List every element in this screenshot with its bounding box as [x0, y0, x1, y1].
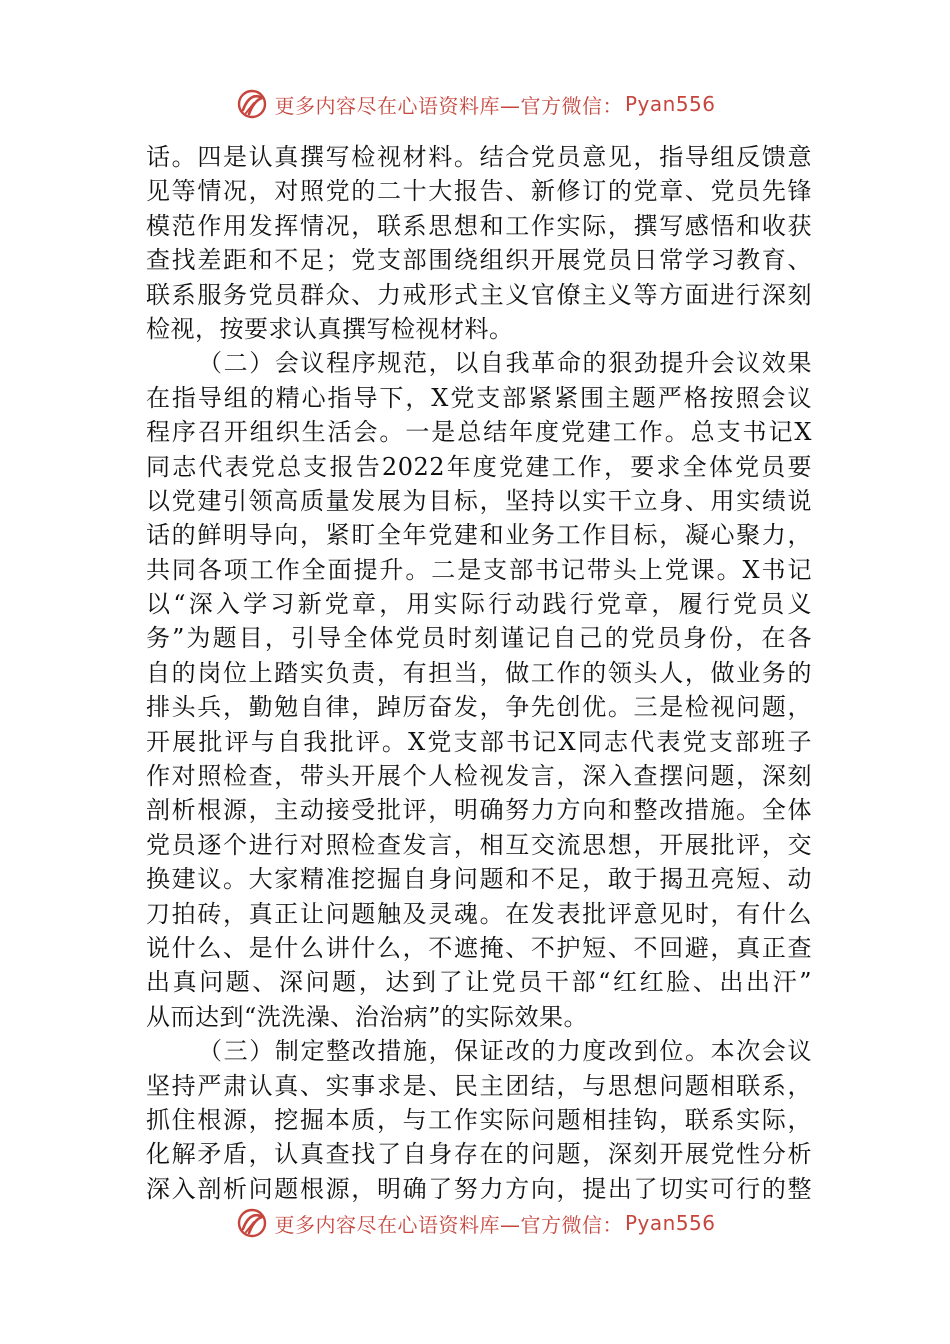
text-line: 联系服务党员群众、力戒形式主义官僚主义等方面进行深刻	[146, 280, 812, 309]
text-line: 说什么、是什么讲什么，不遮掩、不护短、不回避，真正查	[146, 933, 812, 962]
text-line: 深入剖析问题根源，明确了努力方向，提出了切实可行的整	[146, 1174, 812, 1203]
text-line: 排头兵，勤勉自律，踔厉奋发，争先创优。三是检视问题，	[146, 693, 812, 722]
text-line: 见等情况，对照党的二十大报告、新修订的党章、党员先锋	[146, 177, 812, 206]
text-line: 坚持严肃认真、实事求是、民主团结，与思想问题相联系，	[146, 1071, 812, 1100]
logo-icon	[234, 86, 270, 122]
text-line: 自的岗位上踏实负责，有担当，做工作的领头人，做业务的	[146, 658, 812, 687]
watermark-text: 更多内容尽在心语资料库—官方微信：	[274, 93, 623, 118]
text-line: 从而达到“洗洗澡、治治病”的实际效果。	[146, 1002, 589, 1031]
text-line: 查找差距和不足；党支部围绕组织开展党员日常学习教育、	[146, 246, 812, 275]
text-line: 同志代表党总支报告2022年度党建工作，要求全体党员要	[146, 452, 812, 481]
text-line: 刀拍砖，真正让问题触及灵魂。在发表批评意见时，有什么	[146, 899, 812, 928]
paragraph	[146, 140, 812, 346]
text-line: 开展批评与自我批评。X党支部书记X同志代表党支部班子	[146, 727, 812, 756]
wechat-id: Pyan556	[624, 1211, 716, 1235]
text-line: 检视，按要求认真撰写检视材料。	[146, 314, 514, 343]
text-line: 以“深入学习新党章，用实际行动践行党章，履行党员义	[146, 590, 812, 619]
text-line: 换建议。大家精准挖掘自身问题和不足，敢于揭丑亮短、动	[146, 865, 812, 894]
text-line: 程序召开组织生活会。一是总结年度党建工作。总支书记X	[146, 418, 812, 447]
text-line: 模范作用发挥情况，联系思想和工作实际，撰写感悟和收获	[146, 211, 812, 240]
text-line: 务”为题目，引导全体党员时刻谨记自己的党员身份，在各	[146, 624, 812, 653]
paragraph	[146, 346, 812, 1034]
logo-icon	[234, 1205, 270, 1241]
watermark-banner-top	[0, 84, 950, 124]
text-line: 抓住根源，挖掘本质，与工作实际问题相挂钩，联系实际，	[146, 1105, 812, 1134]
watermark-text: 更多内容尽在心语资料库—官方微信：	[274, 1212, 623, 1237]
wechat-id: Pyan556	[624, 92, 716, 116]
text-line: 剖析根源，主动接受批评，明确努力方向和整改措施。全体	[146, 796, 812, 825]
section-heading-line: （三）制定整改措施，保证改的力度改到位。本次会议	[198, 1037, 812, 1066]
text-line: 共同各项工作全面提升。二是支部书记带头上党课。X书记	[146, 555, 812, 584]
text-line: 话。四是认真撰写检视材料。结合党员意见，指导组反馈意	[146, 143, 812, 171]
text-line: 话的鲜明导向，紧盯全年党建和业务工作目标，凝心聚力，	[146, 521, 812, 550]
text-line: 党员逐个进行对照检查发言，相互交流思想，开展批评，交	[146, 830, 812, 859]
section-heading-line: （二）会议程序规范，以自我革命的狠劲提升会议效果	[198, 349, 812, 378]
paragraph	[146, 1034, 812, 1206]
text-line: 作对照检查，带头开展个人检视发言，深入查摆问题，深刻	[146, 762, 812, 791]
watermark-banner-bottom	[0, 1203, 950, 1243]
text-line: 出真问题、深问题，达到了让党员干部“红红脸、出出汗”	[146, 968, 812, 997]
text-line: 在指导组的精心指导下，X党支部紧紧围主题严格按照会议	[146, 383, 812, 412]
text-line: 化解矛盾，认真查找了自身存在的问题，深刻开展党性分析	[146, 1140, 812, 1169]
document-body	[146, 140, 812, 1206]
text-line: 以党建引领高质量发展为目标，坚持以实干立身、用实绩说	[146, 486, 812, 515]
